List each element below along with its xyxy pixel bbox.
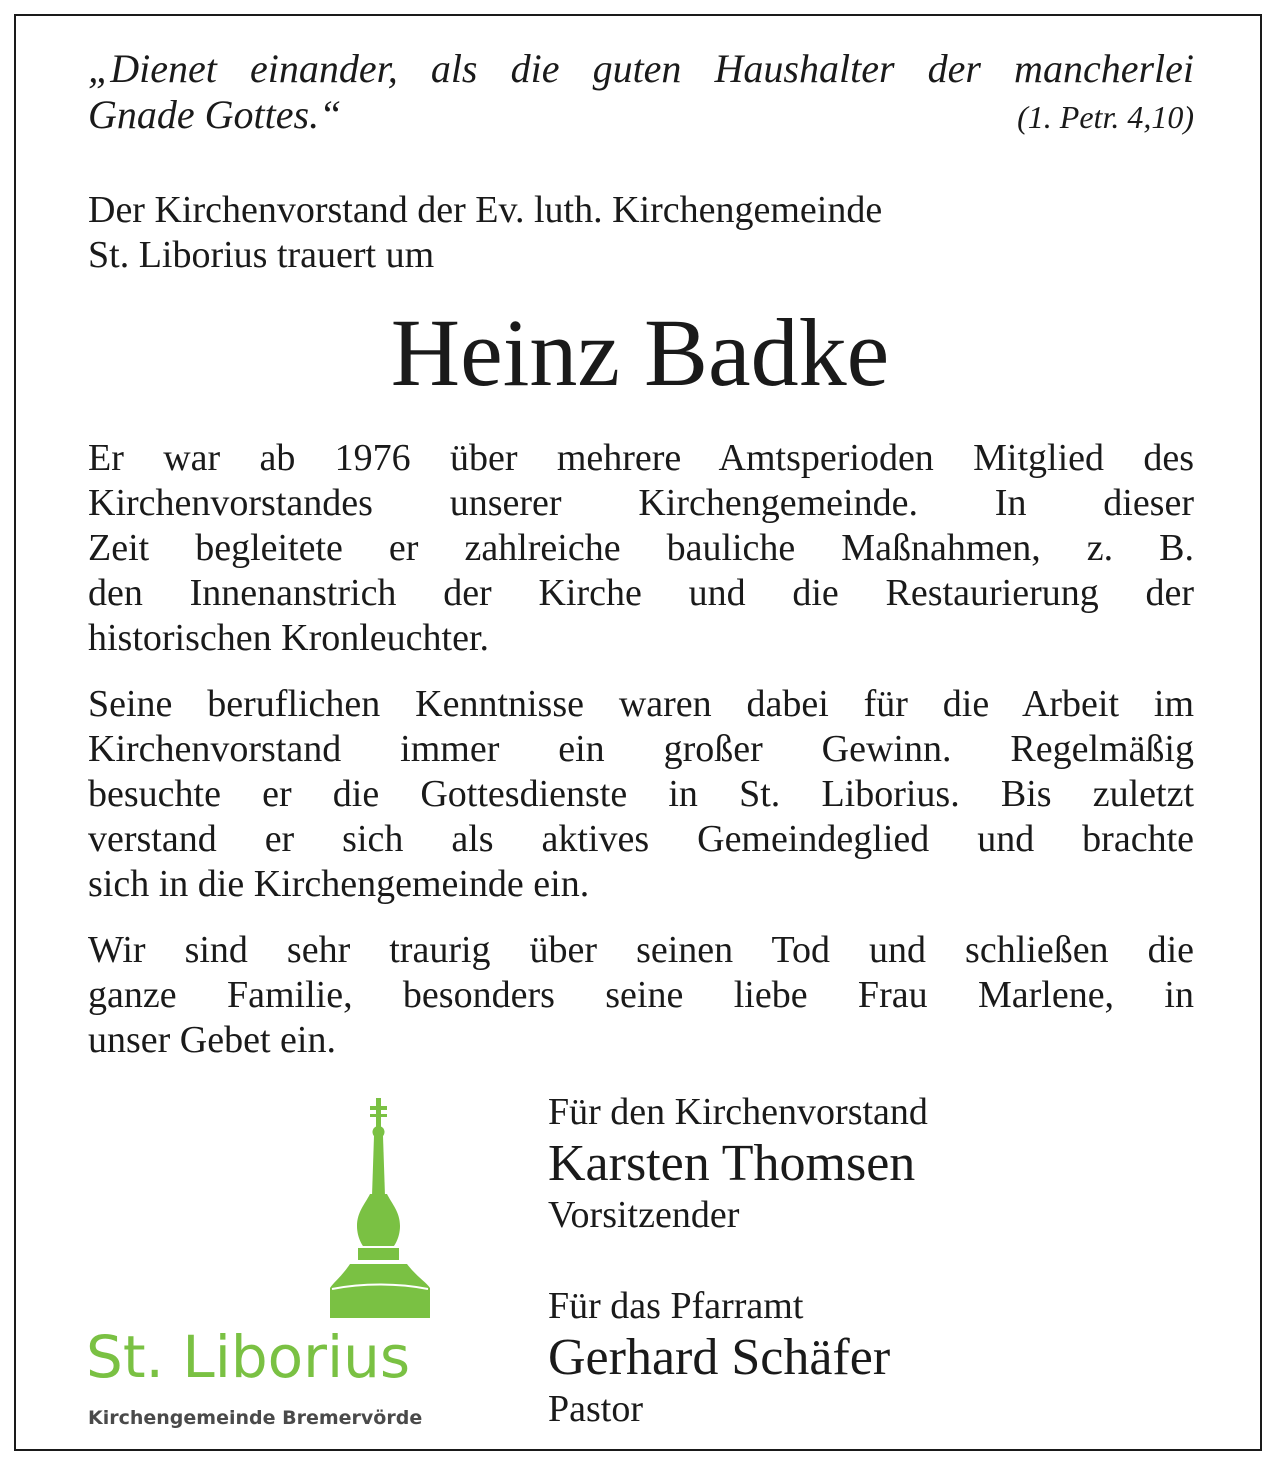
logo-name: St. Liborius: [86, 1323, 411, 1391]
paragraph-line: besuchte er die Gottesdienste in St. Liborius. Bis zuletzt: [88, 773, 1194, 815]
quote-line-with-reference: [88, 92, 1194, 140]
signature-label: Für den Kirchenvorstand: [548, 1091, 928, 1133]
signature-name: Gerhard Schäfer: [548, 1329, 891, 1386]
paragraph-2: [88, 682, 1194, 907]
intro-line: St. Liborius trauert um: [88, 234, 435, 276]
intro-line: Der Kirchenvorstand der Ev. luth. Kirchengemeinde: [88, 189, 883, 231]
signature-label: Für das Pfarramt: [548, 1285, 804, 1327]
paragraph-line: historischen Kronleuchter.: [88, 617, 490, 659]
paragraph-line: Kirchenvorstand immer ein großer Gewinn. Regelmäßig: [88, 728, 1194, 770]
paragraph-1: [88, 436, 1194, 661]
parish-logo: [82, 1096, 442, 1446]
signature-role: Pastor: [548, 1388, 643, 1430]
paragraph-line: Kirchenvorstandes unserer Kirchengemeinde. In dieser: [88, 482, 1194, 524]
signature-block-parish-office: [548, 1284, 1208, 1430]
church-tower-icon: [312, 1096, 452, 1326]
paragraph-line: unser Gebet ein.: [88, 1019, 336, 1061]
signature-role: Vorsitzender: [548, 1194, 740, 1236]
quote-reference: (1. Petr. 4,10): [1017, 99, 1194, 135]
intro-text: [88, 188, 1194, 278]
quote-line: „Dienet einander, als die guten Haushalter der mancherlei: [88, 46, 1194, 91]
paragraph-line: ganze Familie, besonders seine liebe Frau Marlene, in: [88, 974, 1194, 1016]
paragraph-line: den Innenanstrich der Kirche und die Restaurierung der: [88, 572, 1194, 614]
obituary-notice: [14, 14, 1262, 1451]
deceased-name: Heinz Badke: [390, 299, 890, 406]
paragraph-line: Seine beruflichen Kenntnisse waren dabei für die Arbeit im: [88, 683, 1194, 725]
signature-name: Karsten Thomsen: [548, 1135, 916, 1192]
bible-quote: [88, 46, 1194, 140]
paragraph-line: Zeit begleitete er zahlreiche bauliche Maßnahmen, z. B.: [88, 527, 1194, 569]
logo-subtitle: Kirchengemeinde Bremervörde: [88, 1407, 423, 1429]
paragraph-line: Er war ab 1976 über mehrere Amtsperioden Mitglied des: [88, 437, 1194, 479]
paragraph-line: verstand er sich als aktives Gemeindeglied und brachte: [88, 818, 1194, 860]
paragraph-3: [88, 928, 1194, 1063]
paragraph-line: sich in die Kirchengemeinde ein.: [88, 863, 590, 905]
quote-line: Gnade Gottes.“: [88, 92, 342, 137]
signature-block-board: [548, 1090, 1208, 1236]
paragraph-line: Wir sind sehr traurig über seinen Tod und schließen die: [88, 929, 1194, 971]
